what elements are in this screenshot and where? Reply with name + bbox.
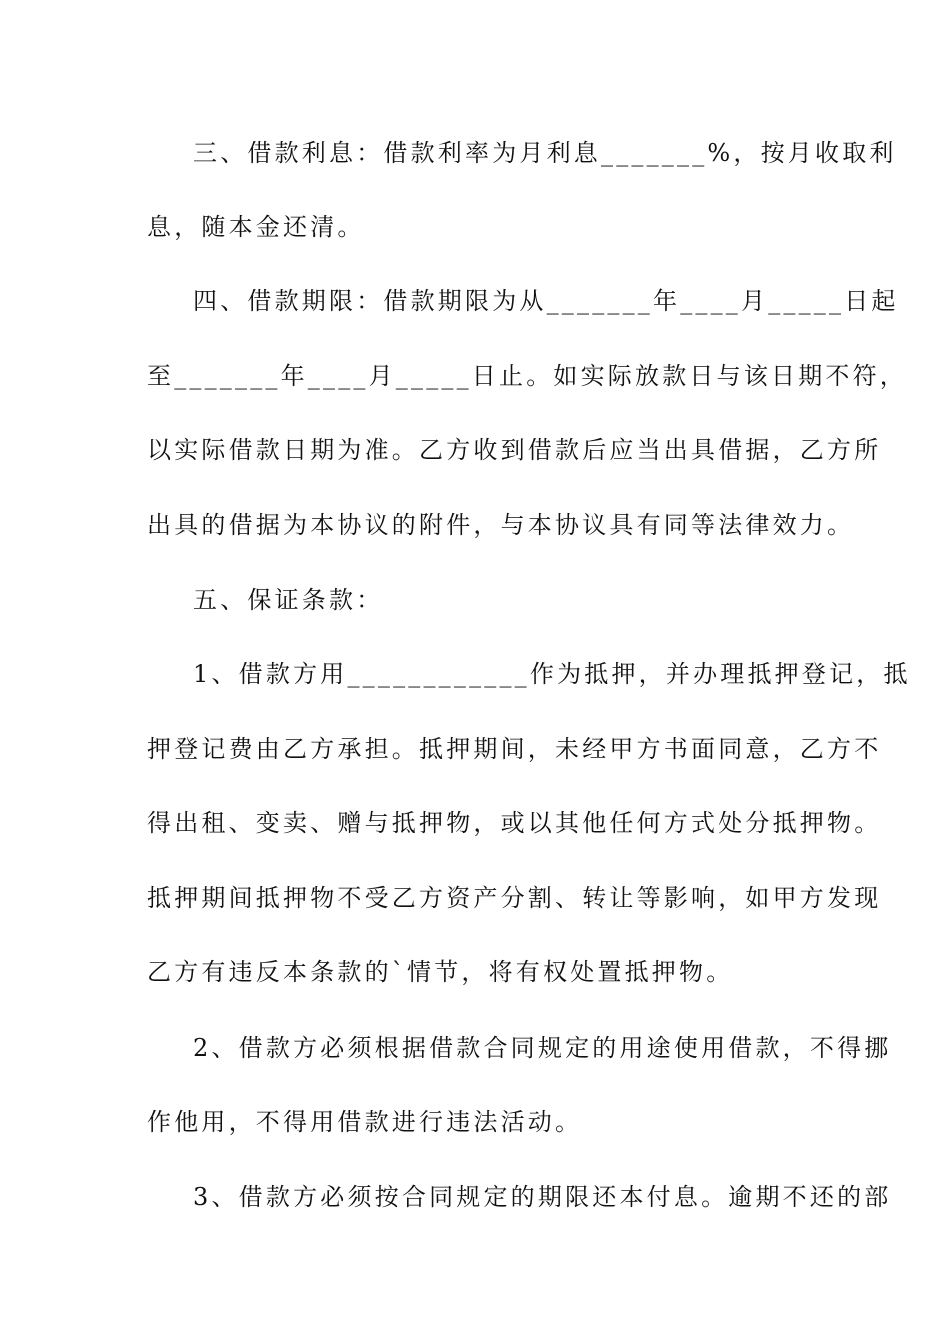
paragraph-term-line-1: 四、借款期限：借款期限为从_______年____月_____日起: [193, 287, 899, 315]
clause-2-line-2: 作他用，不得用借款进行违法活动。: [147, 1108, 583, 1136]
clause-1-line-5: 乙方有违反本条款的`情节，将有权处置抵押物。: [147, 958, 734, 986]
section-heading-guarantee: 五、保证条款：: [193, 586, 384, 614]
paragraph-interest-line-1: 三、借款利息：借款利率为月利息_______%，按月收取利: [193, 139, 897, 167]
paragraph-interest-line-2: 息，随本金还清。: [147, 213, 365, 241]
paragraph-term-line-2: 至_______年____月_____日止。如实际放款日与该日期不符，: [147, 362, 907, 390]
clause-1-line-4: 抵押期间抵押物不受乙方资产分割、转让等影响，如甲方发现: [147, 884, 882, 912]
clause-1-line-2: 押登记费由乙方承担。抵押期间，未经甲方书面同意，乙方不: [147, 735, 882, 763]
clause-3-line-1: 3、借款方必须按合同规定的期限还本付息。逾期不还的部: [193, 1183, 892, 1211]
clause-2-line-1: 2、借款方必须根据借款合同规定的用途使用借款，不得挪: [193, 1034, 892, 1062]
paragraph-term-line-3: 以实际借款日期为准。乙方收到借款后应当出具借据，乙方所: [147, 436, 882, 464]
paragraph-term-line-4: 出具的借据为本协议的附件，与本协议具有同等法律效力。: [147, 511, 855, 539]
clause-1-line-1: 1、借款方用____________作为抵押，并办理抵押登记，抵: [193, 660, 911, 688]
clause-1-line-3: 得出租、变卖、赠与抵押物，或以其他任何方式处分抵押物。: [147, 809, 882, 837]
